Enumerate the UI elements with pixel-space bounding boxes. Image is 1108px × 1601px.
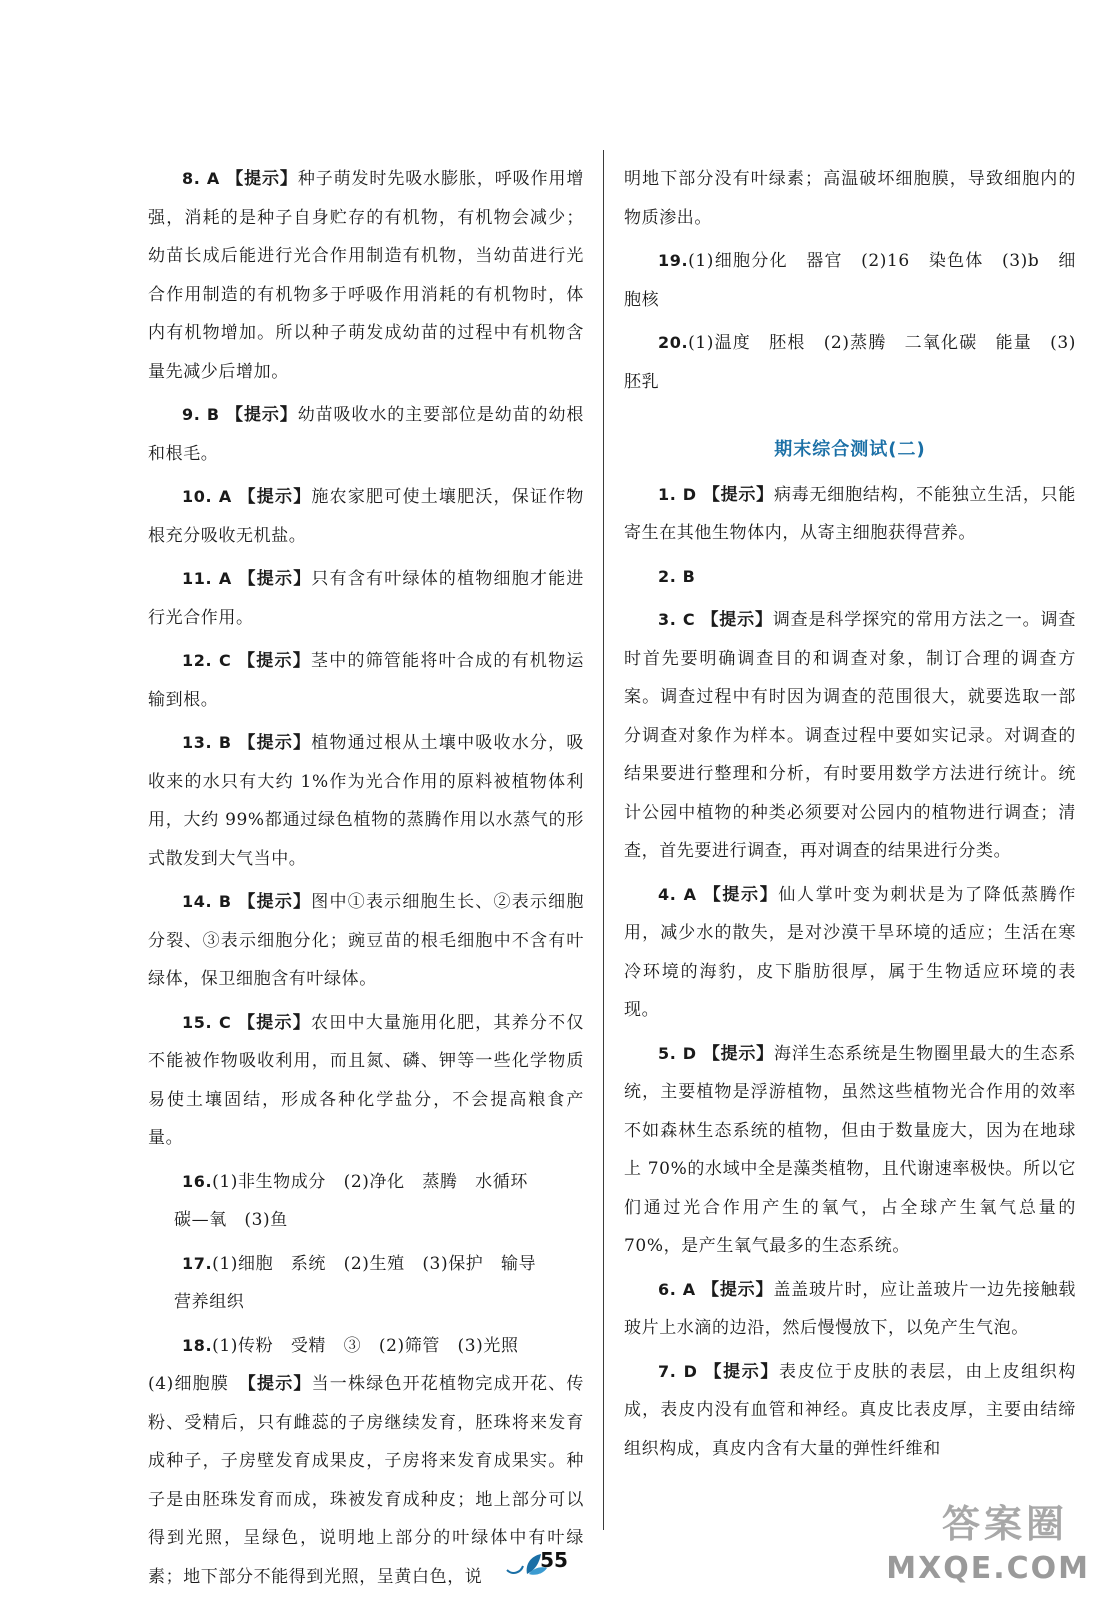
watermark-text-en: MXQE.COM <box>886 1551 1090 1586</box>
answer-item: 15. C 【提示】农田中大量施用化肥，其养分不仅不能被作物吸收利用，而且氮、磷、钾等一些化学物质易使土壤固结，形成各种化学盐分，不会提高粮食产量。 <box>148 1012 584 1148</box>
answer-item: 4. A 【提示】仙人掌叶变为刺状是为了降低蒸腾作用，减少水的散失，是对沙漠干旱环境的适应；生活在寒冷环境的海豹，皮下脂肪很厚，属于生物适应环境的表现。 <box>624 884 1076 1020</box>
answer-item-16: 16.(1)非生物成分 (2)净化 蒸腾 水循环 <box>182 1171 528 1192</box>
left-column <box>148 160 584 1601</box>
answer-item: 8. A 【提示】种子萌发时先吸水膨胀，呼吸作用增强，消耗的是种子自身贮存的有机物，有机物会减少；幼苗长成后能进行光合作用制造有机物，当幼苗进行光合作用制造的有机物多于呼吸作用消耗的有机物时，体内有机物增加。所以种子萌发成幼苗的过程中有机物含量先减少后增加。 <box>148 169 584 382</box>
answer-item-18-cont: (4)细胞膜 【提示】当一株绿色开花植物完成开花、传粉、受精后，只有雌蕊的子房继续发育，胚珠将来发育成种子，子房壁发育成果皮，子房将来发育成果实。种子是由胚珠发育而成，珠被发育成种皮；地上部分可以得到光照，呈绿色，说明地上部分的叶绿体中有叶绿素；地下部分不能得到光照，呈黄白色，说 <box>148 1374 585 1587</box>
answer-item: 5. D 【提示】海洋生态系统是生物圈里最大的生态系统，主要植物是浮游植物，虽然这些植物光合作用的效率不如森林生态系统的植物，但由于数量庞大，因为在地球上 70%的水域中全是藻类植物，且代谢速率极快。所以它们通过光合作用产生的氧气，占全球产生氧气总量的 70%，是产生氧气最多的生态系统。 <box>624 1043 1076 1256</box>
section-title: 期末综合测试(二) <box>774 439 926 460</box>
answer-item: 7. D 【提示】表皮位于皮肤的表层，由上皮组织构成，表皮内没有血管和神经。真皮比表皮厚，主要由结缔组织构成，真皮内含有大量的弹性纤维和 <box>624 1361 1076 1459</box>
answer-item: 14. B 【提示】图中①表示细胞生长、②表示细胞分裂、③表示细胞分化；豌豆苗的根毛细胞中不含有叶绿体，保卫细胞含有叶绿体。 <box>148 892 585 989</box>
answer-item-18-continued: 明地下部分没有叶绿素；高温破坏细胞膜，导致细胞内的物质渗出。 <box>624 169 1076 228</box>
answer-item-17: 17.(1)细胞 系统 (2)生殖 (3)保护 输导 <box>182 1253 537 1274</box>
answer-item: 11. A 【提示】只有含有叶绿体的植物细胞才能进行光合作用。 <box>148 569 585 628</box>
watermark-text-zh: 答案圈 <box>941 1502 1068 1546</box>
answer-item-20: 20.(1)温度 胚根 (2)蒸腾 二氧化碳 能量 (3)胚乳 <box>624 333 1076 392</box>
answer-item-17-cont: 营养组织 <box>174 1292 245 1312</box>
answer-item: 9. B 【提示】幼苗吸收水的主要部位是幼苗的幼根和根毛。 <box>148 405 584 464</box>
answer-item: 1. D 【提示】病毒无细胞结构，不能独立生活，只能寄生在其他生物体内，从寄主细胞获得营养。 <box>624 484 1076 543</box>
answer-item: 12. C 【提示】茎中的筛管能将叶合成的有机物运输到根。 <box>148 651 584 710</box>
answer-item: 2. B <box>658 566 696 586</box>
answer-item-18: 18.(1)传粉 受精 ③ (2)筛管 (3)光照 <box>182 1335 519 1356</box>
answer-item: 13. B 【提示】植物通过根从土壤中吸收水分，吸收来的水只有大约 1%作为光合作用的原料被植物体利用，大约 99%都通过绿色植物的蒸腾作用以水蒸气的形式散发到大气当中。 <box>148 733 585 869</box>
answer-item: 3. C 【提示】调查是科学探究的常用方法之一。调查时首先要明确调查目的和调查对象，制订合理的调查方案。调查过程中有时因为调查的范围很大，就要选取一部分调查对象作为样本。调查过程中要如实记录。对调查的结果要进行整理和分析，有时要用数学方法进行统计。统计公园中植物的种类必须要对公园内的植物进行调查；清查，首先要进行调查，再对调查的结果进行分类。 <box>624 610 1076 861</box>
column-divider <box>603 150 604 1530</box>
answer-item-16-cont: 碳—氧 (3)鱼 <box>174 1210 288 1230</box>
answer-item: 10. A 【提示】施农家肥可使土壤肥沃，保证作物根充分吸收无机盐。 <box>148 487 585 546</box>
page-number: 55 <box>540 1548 568 1572</box>
right-column <box>624 160 1076 1473</box>
answer-item-19: 19.(1)细胞分化 器官 (2)16 染色体 (3)b 细胞核 <box>624 251 1076 310</box>
answer-item: 6. A 【提示】盖盖玻片时，应让盖玻片一边先接触载玻片上水滴的边沿，然后慢慢放下，以免产生气泡。 <box>624 1279 1077 1338</box>
